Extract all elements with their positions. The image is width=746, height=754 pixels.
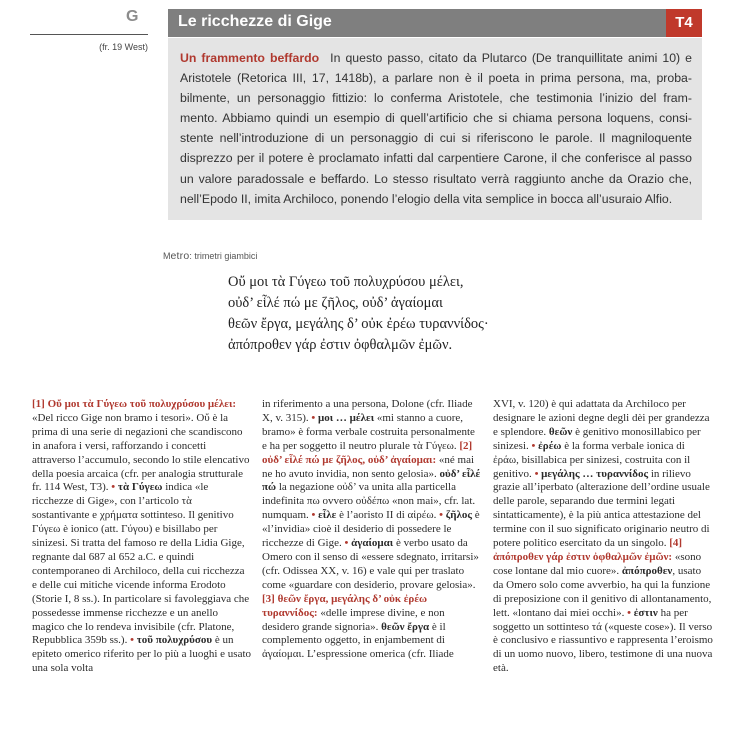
- note-term: οὐδ’ εἷλέ πώ: [262, 467, 481, 494]
- intro-line: passo un valore paradossale e beffardo. Lo stesso risultato verrà raggiunto anche da Orazio: [180, 151, 692, 186]
- meter-label: [163, 250, 257, 262]
- note-text: è verbo usato da Omero con il senso di «essere sdegnato, irritarsi» (cfr. Odissea XX, v. 16) e vale qui per traslato come «guardare con desiderio, provare gelosia».: [262, 537, 479, 591]
- note-term: εἷλε: [318, 509, 337, 522]
- note-term: τοῦ πολυχρύσου: [136, 634, 213, 647]
- note-lemma: [3] θεῶν ἔργα, μεγάλης δ’ οὐκ ἐρέω τυραννίδος:: [262, 592, 428, 619]
- note-text: è il complemento oggetto, in enjambement di ἀγαίομαι. L’espressione omerica (cfr. Iliade: [262, 620, 454, 661]
- header-rule: [30, 34, 148, 35]
- notes-column-3: [493, 398, 713, 676]
- notes-paragraph: [262, 398, 482, 662]
- note-text: «sono cose lontane dal mio cuore».: [493, 550, 702, 577]
- note-text: in riferimento a una persona, Dolone (cfr. Iliade X, v. 315).: [262, 398, 473, 424]
- note-text: «delle imprese divine, e non desidero grande signoria».: [262, 606, 445, 633]
- meter-word: etro: [170, 250, 190, 262]
- note-text: è genitivo monosillabico per sinizesi.: [493, 425, 701, 452]
- note-term: τὰ Γύγεω: [117, 481, 163, 494]
- verse-line: Οὔ μοι τὰ Γύγεω τοῦ πολυχρύσου μέλει,: [228, 274, 464, 290]
- intro-line: mento. Abbiamo quindi un esempio di quell’artificio che si chiama persona loquens, consi-: [180, 111, 692, 126]
- intro-line: stente nell’introduzione di un personaggio di cui si riferiscono le parole. Il magniloquente: [180, 131, 692, 146]
- intro-box: [168, 38, 702, 220]
- intro-line: bilmente, un personaggio fittizio: lo conferma Aristotele, che testimonia l’inizio del fram-: [180, 91, 692, 106]
- note-term: μεγάλης … τυραννίδος: [541, 467, 649, 480]
- note-text: in rilievo grazie all’iperbato (alterazione dell’ordine usuale delle parole, separando due termini legati sintatticamente), è la più antica attestazione del termine con il suo significato originario neutro di potere politico esercitato da un singolo.: [493, 467, 710, 550]
- intro-line: In questo passo, citato da Plutarco (De tranquillitate animi 10): [330, 51, 681, 65]
- notes-paragraph: [493, 398, 713, 676]
- note-text: , usato da Omero solo come avverbio, ha qui la funzione di preposizione con il genitivo di allontanamento, lett. «lontano dai miei occhi».: [493, 564, 712, 619]
- note-text: è «l’invidia» cioè il desiderio di possedere le ricchezze di Gige.: [262, 509, 480, 550]
- note-term: ἀγαίομαι: [351, 537, 394, 550]
- note-term: ἐστιν: [633, 606, 658, 619]
- verse-line: οὐδ’ εἷλέ πώ με ζῆλος, οὐδ’ ἀγαίομαι: [228, 295, 443, 311]
- intro-line: Alfio.: [644, 191, 673, 206]
- verse-line: ἀπόπροθεν γάρ ἐστιν ὀφθαλμῶν ἐμῶν.: [228, 337, 453, 353]
- greek-verses: [228, 272, 489, 356]
- intro-line: disprezzo per il potere è proclamato infatti dal carpentiere Carone, il che conferisce al: [180, 151, 655, 166]
- note-text: «né mai ne ho avuto invidia, non sento gelosia».: [262, 453, 475, 480]
- note-text: «Del ricco Gige non bramo i tesori». Οὔ è la prima di una serie di negazioni che scandiscono in anafora i versi, rafforzando i concetti attraverso l’accumulo, secondo lo stile elencativo della poesia arcaica (cfr. per analogia strutturale fr. 114 West, T3).: [32, 411, 250, 494]
- intro-heading: Un frammento beffardo: [180, 51, 320, 65]
- note-text: è un epiteto omerico riferito per lo più a luoghi e usato una sola volta: [32, 634, 252, 675]
- note-text: la negazione οὐδ’ va unita alla particella indefinita πω ovvero οὐδέπω «non mai», cfr. lat. numquam.: [262, 481, 476, 522]
- meter-value: : trimetri giambici: [189, 251, 258, 261]
- note-text: XVI, v. 120) è qui adattata da Archiloco per designare le azioni degne degli dèi per grandezza e splendore.: [493, 398, 710, 438]
- bullet-icon: •: [311, 411, 319, 424]
- fragment-reference: (fr. 19 West): [99, 42, 148, 52]
- bullet-icon: •: [130, 634, 137, 647]
- meter-initial: M: [163, 251, 171, 261]
- bullet-icon: •: [531, 439, 539, 452]
- bullet-icon: •: [344, 537, 352, 550]
- notes-column-2: [262, 398, 482, 662]
- note-term: ἀπόπροθεν: [621, 564, 673, 577]
- title-bar: [168, 9, 702, 37]
- page-title: Le ricchezze di Gige: [178, 13, 332, 30]
- note-text: ha per soggetto un sottinteso τά («queste cose»). Il verso è conclusivo e riassuntivo e rappresenta l’eroismo di un uomo nuovo, libero, testimone di una nuova età.: [493, 606, 713, 675]
- bullet-icon: •: [439, 509, 446, 522]
- bullet-icon: •: [111, 481, 118, 494]
- notes-paragraph: [32, 398, 252, 676]
- note-term: ζῆλος: [445, 509, 473, 522]
- verse-line: θεῶν ἔργα, μεγάλης δ’ οὐκ ἐρέω τυραννίδος·: [228, 316, 489, 332]
- notes-column-1: [32, 398, 252, 676]
- note-term: θεῶν: [548, 425, 573, 438]
- intro-line: che, nell’Epodo II, imita Archiloco, ponendo l’elogio della vita semplice in bocca all’usuraio: [180, 171, 692, 206]
- note-term: ἐρέω: [538, 439, 562, 452]
- note-term: μοι … μέλει: [318, 411, 375, 424]
- bullet-icon: •: [627, 606, 634, 619]
- note-text: è la forma verbale ionica di ἐράω, bisillabica per sinizesi, costruita con il genitivo.: [493, 439, 691, 480]
- intro-text: [180, 48, 692, 209]
- bullet-icon: •: [311, 509, 319, 522]
- note-term: θεῶν ἔργα: [381, 620, 430, 633]
- section-letter: G: [126, 8, 139, 25]
- note-lemma: [2] οὐδ’ εἷλέ πώ με ζῆλος, οὐδ’ ἀγαίομαι:: [262, 439, 473, 466]
- bullet-icon: •: [534, 467, 542, 480]
- note-text: «mi stanno a cuore, bramo» è forma verbale costruita personalmente e ha per soggetto il neutro plurale τὰ Γύγεω.: [262, 411, 475, 452]
- note-lemma: [1] Οὔ μοι τὰ Γύγεω τοῦ πολυχρύσου μέλει:: [32, 398, 237, 410]
- note-lemma: [4] ἀπόπροθεν γάρ ἐστιν ὀφθαλμῶν ἐμῶν:: [493, 537, 683, 563]
- intro-line: e Aristotele (Retorica III, 17, 1418b), a parlare non è il poeta in prima persona, ma, proba-: [180, 51, 692, 86]
- text-number-badge: T4: [666, 9, 702, 37]
- note-text: indica «le ricchezze di Gige», con l’articolo τὰ sostantivante e χρήματα sottinteso. Il genitivo Γύγεω è ionico (att. Γύγου) e bisillabo per sinizesi. Si tratta del famoso re della Lidia Gige, regnante dal 687 al 652 a.C. e quindi contemporaneo di Archiloco, della cui ricchezza e delle cui mitiche vicende informa Erodoto (Storie I, 8 ss.). In particolare si favoleggiava che possedesse immense ricchezze e un anello magico che lo rendeva invisibile (cfr. Platone, Repubblica 359b ss.).: [32, 481, 250, 647]
- note-text: è l’aoristo II di αἱρέω.: [336, 509, 440, 522]
